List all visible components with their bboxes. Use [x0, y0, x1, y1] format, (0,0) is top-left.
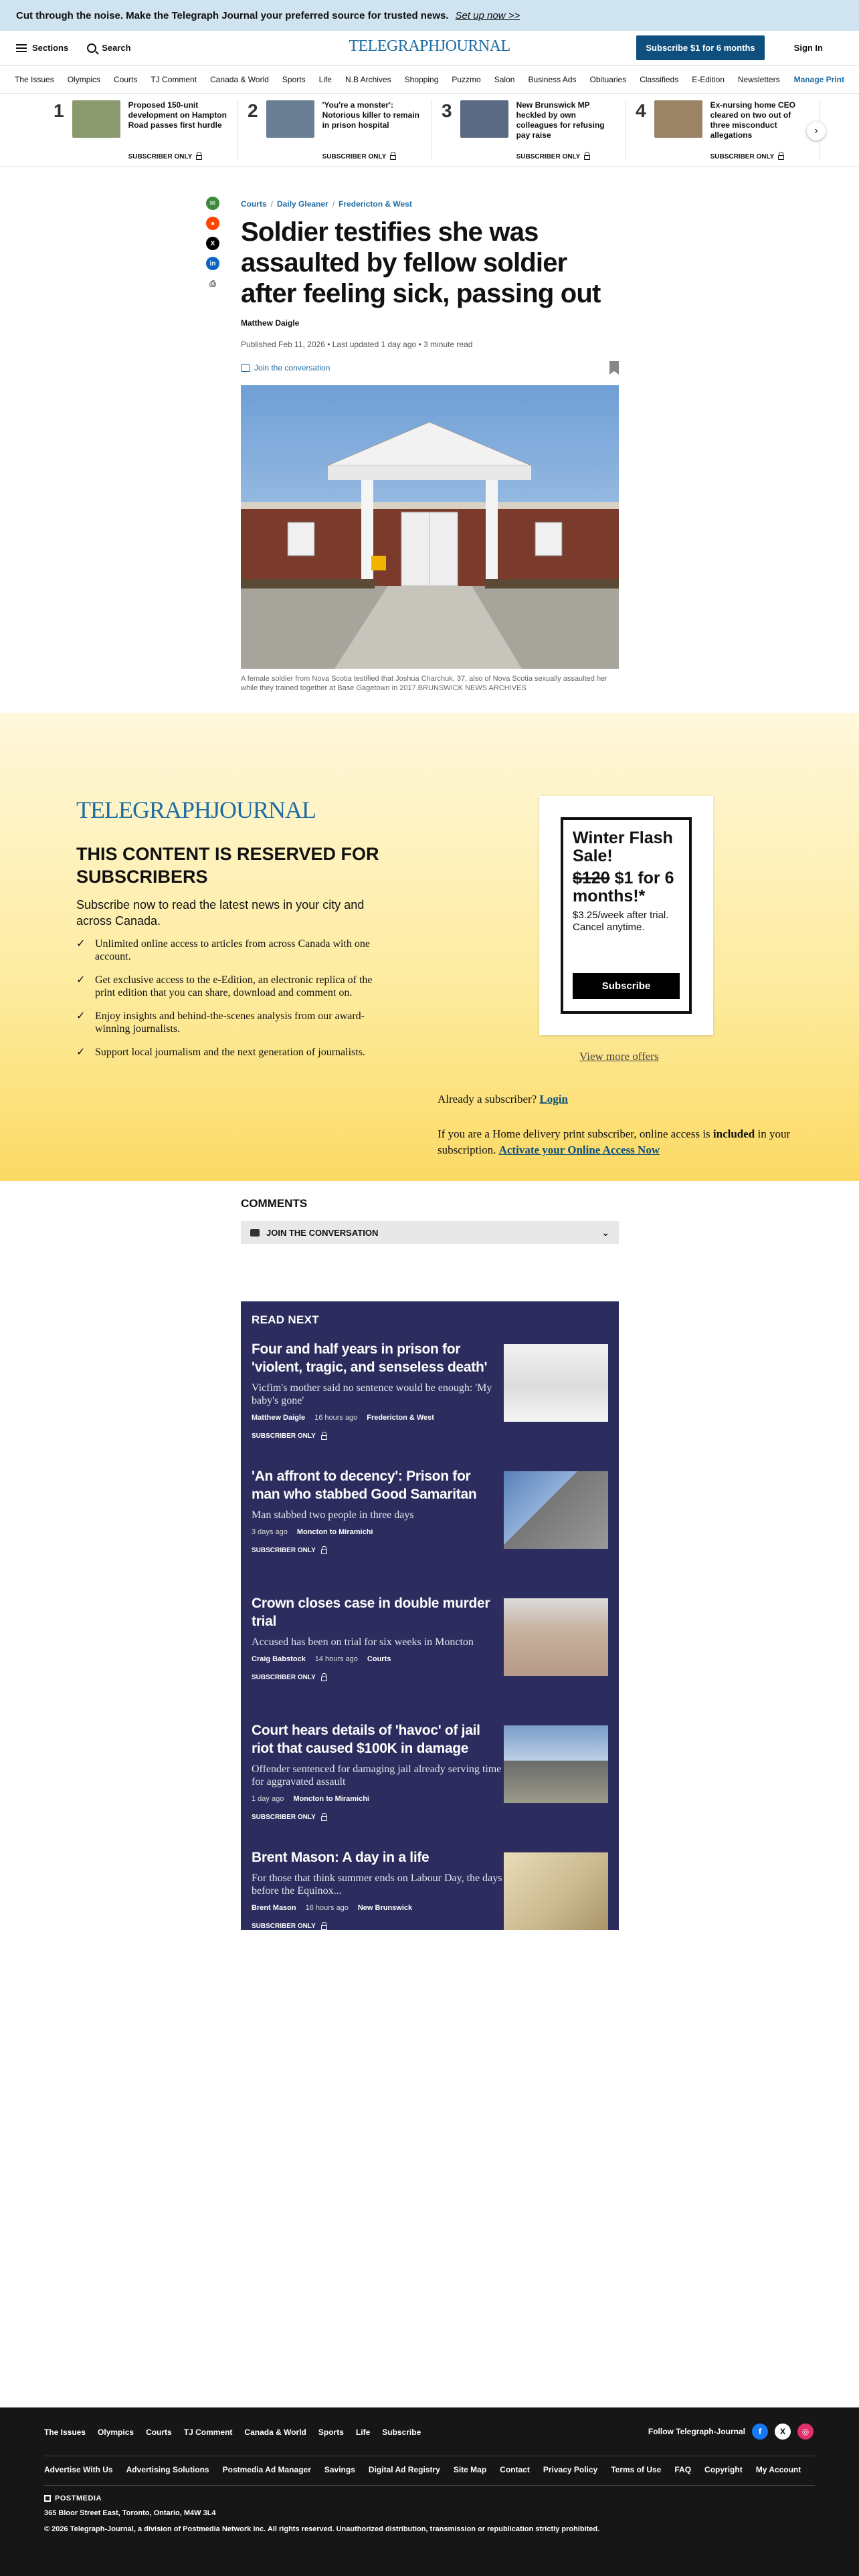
promo-setup-link[interactable]: Set up now >>	[455, 9, 520, 21]
read-next-headline[interactable]: Four and half years in prison for 'violent, tragic, and senseless death'	[252, 1341, 488, 1375]
benefit-list	[76, 938, 384, 1069]
read-next-thumbnail[interactable]	[504, 1344, 608, 1422]
benefit-item: ✓ Support local journalism and the next generation of journalists.	[76, 1046, 384, 1059]
search-button[interactable]	[87, 43, 130, 53]
read-next-text	[252, 1467, 502, 1581]
footer-link-life[interactable]: Life	[355, 2428, 371, 2437]
nav-item-canada-world[interactable]: Canada & World	[210, 74, 269, 84]
offer-price	[573, 869, 680, 905]
trending-next-button[interactable]	[807, 122, 826, 140]
subscriber-label: SUBSCRIBER ONLY	[322, 152, 387, 160]
site-logo[interactable]: TELEGRAPHJOURNAL	[349, 37, 510, 55]
lock-icon	[321, 1677, 327, 1681]
promo-banner	[0, 0, 859, 31]
trending-body	[128, 100, 228, 160]
read-next-time: 14 hours ago	[314, 1655, 358, 1663]
read-next-meta	[252, 1655, 502, 1663]
trending-bar	[0, 94, 859, 167]
read-next	[241, 1301, 619, 1930]
trending-title[interactable]: Proposed 150-unit development on Hampton Road passes first hurdle	[128, 100, 227, 130]
subscriber-badge	[252, 1547, 502, 1554]
lock-icon	[321, 1435, 327, 1440]
read-next-meta	[252, 1795, 502, 1803]
join-conversation-label: Join the conversation	[254, 363, 330, 372]
nav-item-e-edition[interactable]: E-Edition	[692, 74, 725, 84]
view-more-offers-link[interactable]: View more offers	[579, 1050, 659, 1063]
subscriber-badge	[516, 153, 616, 160]
subscriber-badge	[252, 1923, 502, 1930]
trending-title[interactable]: New Brunswick MP heckled by own colleagues for refusing pay raise	[516, 100, 605, 140]
offer-subscribe-button[interactable]: Subscribe	[573, 973, 680, 999]
read-next-text	[252, 1721, 502, 1835]
sign-in-link[interactable]: Sign In	[793, 43, 823, 53]
trending-item[interactable]	[432, 100, 626, 160]
lock-icon	[321, 1549, 327, 1554]
home-delivery-note	[438, 1126, 826, 1158]
read-next-thumbnail[interactable]	[504, 1598, 608, 1676]
crumb-courts[interactable]: Courts	[241, 199, 267, 209]
subscriber-label: SUBSCRIBER ONLY	[252, 1547, 316, 1554]
join-conversation-link[interactable]	[241, 363, 330, 372]
read-next-thumbnail[interactable]	[504, 1852, 608, 1930]
paywall-title: THIS CONTENT IS RESERVED FOR SUBSCRIBERS	[76, 844, 379, 887]
follow-label: Follow Telegraph-Journal	[648, 2427, 745, 2436]
footer-link-olympics[interactable]: Olympics	[98, 2428, 134, 2437]
trending-rank: 2	[248, 100, 258, 121]
offer-note: $3.25/week after trial. Cancel anytime.	[573, 909, 669, 933]
read-next-meta	[252, 1414, 502, 1422]
nav-item-obituaries[interactable]: Obituaries	[589, 74, 627, 84]
x-icon[interactable]: X	[775, 2424, 791, 2440]
postmedia-icon	[44, 2495, 51, 2502]
read-next-time: 3 days ago	[252, 1528, 288, 1536]
lock-icon	[321, 1816, 327, 1821]
print-icon[interactable]: ⎙	[206, 277, 219, 290]
main-nav	[0, 66, 859, 94]
footer-link-canada-world[interactable]: Canada & World	[244, 2428, 306, 2437]
postmedia-label: POSTMEDIA	[55, 2494, 102, 2502]
nav-item-life[interactable]: Life	[318, 74, 332, 84]
read-next-dek: Man stabbed two people in three days	[252, 1509, 414, 1521]
subscriber-badge	[322, 153, 422, 160]
share-toolbar	[206, 197, 219, 290]
subscriber-badge	[128, 153, 228, 160]
nav-item-business-ads[interactable]: Business Ads	[528, 74, 577, 84]
x-share-icon[interactable]: X	[206, 237, 219, 250]
subscriber-badge	[252, 1814, 502, 1821]
footer-link-subscribe[interactable]: Subscribe	[382, 2428, 421, 2437]
subscriber-label: SUBSCRIBER ONLY	[252, 1923, 316, 1930]
email-share-icon[interactable]: ✉	[206, 197, 219, 210]
footer-link-postmedia-ad-manager[interactable]: Postmedia Ad Manager	[222, 2465, 311, 2474]
read-next-section[interactable]: New Brunswick	[357, 1904, 413, 1912]
comment-icon	[241, 364, 250, 372]
breadcrumb: Courts / Daily Gleaner / Fredericton & West	[241, 199, 412, 209]
comments-title: COMMENTS	[241, 1197, 308, 1210]
read-next-author[interactable]: Brent Mason	[252, 1904, 296, 1912]
footer-link-digital-ad-registry[interactable]: Digital Ad Registry	[368, 2465, 440, 2474]
lock-icon	[390, 155, 396, 160]
search-label: Search	[102, 43, 131, 53]
trending-title[interactable]: Ex-nursing home CEO cleared on two out of three misconduct allegations	[710, 100, 795, 140]
read-next-headline[interactable]: 'An affront to decency': Prison for man who stabbed Good Samaritan	[252, 1469, 477, 1502]
facebook-icon[interactable]: f	[752, 2424, 768, 2440]
nav-item-shopping[interactable]: Shopping	[404, 74, 439, 84]
nav-item-puzzmo[interactable]: Puzzmo	[452, 74, 481, 84]
hero-image	[241, 385, 619, 669]
read-next-item[interactable]	[252, 1721, 608, 1835]
trending-thumbnail	[266, 100, 314, 138]
join-conversation-bar[interactable]	[241, 1221, 619, 1244]
site-footer	[0, 2407, 859, 2576]
hamburger-icon	[16, 44, 27, 52]
search-icon	[87, 43, 96, 53]
paywall-subtitle: Subscribe now to read the latest news in your city and across Canada.	[76, 898, 365, 928]
nav-item-the-issues[interactable]: The Issues	[15, 74, 54, 84]
footer-link-courts[interactable]: Courts	[146, 2428, 172, 2437]
lock-icon	[778, 155, 784, 160]
nav-manage-print[interactable]: Manage Print	[793, 74, 844, 84]
read-next-thumbnail[interactable]	[504, 1725, 608, 1803]
trending-title[interactable]: 'You're a monster': Notorious killer to remain in prison hospital	[322, 100, 419, 130]
read-next-time: 16 hours ago	[305, 1904, 349, 1912]
crumb-daily-gleaner[interactable]: Daily Gleaner	[277, 199, 328, 209]
read-next-headline[interactable]: Crown closes case in double murder trial	[252, 1596, 490, 1629]
offer-new-price: $1 for 6 months!*	[573, 869, 674, 905]
trending-rank: 4	[636, 100, 646, 121]
footer-link-site-map[interactable]: Site Map	[453, 2465, 487, 2474]
read-next-item[interactable]	[252, 1340, 608, 1454]
trending-item[interactable]	[44, 100, 238, 160]
nav-item-sports[interactable]: Sports	[282, 74, 306, 84]
reddit-share-icon[interactable]: ●	[206, 217, 219, 230]
read-next-dek: Accused has been on trial for six weeks in Moncton	[252, 1636, 474, 1648]
trending-rank: 1	[54, 100, 64, 121]
article-author[interactable]: Matthew Daigle	[241, 318, 300, 328]
login-link[interactable]: Login	[539, 1093, 568, 1105]
nav-item-newsletters[interactable]: Newsletters	[737, 74, 780, 84]
read-next-time: 1 day ago	[252, 1795, 284, 1803]
article-headline: Soldier testifies she was assaulted by fellow soldier after feeling sick, passing out	[241, 217, 601, 308]
read-next-title: READ NEXT	[252, 1313, 319, 1326]
lock-icon	[584, 155, 590, 160]
footer-link-sports[interactable]: Sports	[318, 2428, 344, 2437]
read-next-item[interactable]	[252, 1848, 608, 1962]
footer-link-my-account[interactable]: My Account	[755, 2465, 801, 2474]
read-next-section[interactable]: Moncton to Miramichi	[296, 1528, 373, 1536]
read-next-text	[252, 1848, 502, 1962]
subscriber-badge	[710, 153, 810, 160]
publish-info: Published Feb 11, 2026 • Last updated 1 day ago • 3 minute read	[241, 340, 473, 349]
subscriber-badge	[252, 1432, 502, 1440]
already-subscriber	[438, 1093, 568, 1106]
benefit-item: ✓ Get exclusive access to the e-Edition, an electronic replica of the print edition that you can share, download and comment on.	[76, 974, 384, 999]
read-next-author[interactable]: Craig Babstock	[252, 1655, 306, 1663]
activate-access-link[interactable]: Activate your Online Access Now	[498, 1144, 660, 1156]
footer-address: 365 Bloor Street East, Toronto, Ontario, M4W 3L4	[44, 2509, 216, 2517]
footer-link-advertising-solutions[interactable]: Advertising Solutions	[126, 2465, 209, 2474]
lock-icon	[321, 1925, 327, 1930]
trending-item[interactable]	[238, 100, 432, 160]
paywall-logo: TELEGRAPHJOURNAL	[76, 796, 316, 823]
read-next-text	[252, 1340, 502, 1454]
benefit-item: ✓ Unlimited online access to articles from across Canada with one account.	[76, 938, 384, 963]
footer-link-terms-of-use[interactable]: Terms of Use	[611, 2465, 662, 2474]
already-label: Already a subscriber?	[438, 1093, 537, 1105]
nav-item-salon[interactable]: Salon	[494, 74, 515, 84]
footer-link-tj-comment[interactable]: TJ Comment	[183, 2428, 233, 2437]
read-next-dek: Offender sentenced for damaging jail already serving time for aggravated assault	[252, 1763, 502, 1788]
read-next-section[interactable]: Courts	[367, 1655, 391, 1663]
join-conversation-text: JOIN THE CONVERSATION	[266, 1227, 379, 1238]
article	[241, 199, 619, 693]
benefit-item: ✓ Enjoy insights and behind-the-scenes analysis from our award-winning journalists.	[76, 1010, 384, 1035]
footer-copyright: © 2026 Telegraph-Journal, a division of Postmedia Network Inc. All rights reserved. Unauthorized distribution, transmission or republication strictly prohibited.	[44, 2525, 600, 2533]
trending-body	[322, 100, 422, 160]
subscriber-label: SUBSCRIBER ONLY	[252, 1674, 316, 1681]
footer-link-the-issues[interactable]: The Issues	[44, 2428, 86, 2437]
footer-link-privacy-policy[interactable]: Privacy Policy	[543, 2465, 598, 2474]
read-next-dek: Vicfim's mother said no sentence would be enough: 'My baby's gone'	[252, 1382, 492, 1406]
trending-rank: 3	[442, 100, 452, 121]
postmedia-logo[interactable]	[44, 2494, 102, 2502]
sections-button[interactable]	[16, 43, 68, 53]
comment-icon	[250, 1229, 260, 1237]
offer-title: Winter Flash Sale!	[573, 829, 673, 865]
lock-icon	[196, 155, 202, 160]
comments-section	[241, 1197, 619, 1244]
promo-text: Cut through the noise. Make the Telegraph Journal your preferred source for trusted news.	[16, 9, 449, 21]
nav-item-n-b-archives[interactable]: N.B Archives	[345, 74, 391, 84]
homedel-included: included	[712, 1128, 755, 1140]
read-next-headline[interactable]: Court hears details of 'havoc' of jail riot that caused $100K in damage	[252, 1723, 480, 1756]
bookmark-icon[interactable]	[609, 361, 619, 374]
paywall	[0, 713, 859, 1181]
nav-item-tj-comment[interactable]: TJ Comment	[151, 74, 197, 84]
read-next-item[interactable]	[252, 1594, 608, 1708]
trending-thumbnail	[654, 100, 702, 138]
trending-thumbnail	[72, 100, 120, 138]
read-next-meta	[252, 1904, 502, 1912]
footer-link-faq[interactable]: FAQ	[674, 2465, 692, 2474]
subscriber-label: SUBSCRIBER ONLY	[128, 152, 193, 160]
read-next-dek: For those that think summer ends on Labour Day, the days before the Equinox...	[252, 1872, 502, 1897]
read-next-text	[252, 1594, 502, 1708]
crumb-fredericton-west[interactable]: Fredericton & West	[339, 199, 412, 209]
trending-item[interactable]	[626, 100, 820, 160]
follow-section	[648, 2424, 814, 2440]
footer-link-advertise-with-us[interactable]: Advertise With Us	[44, 2465, 113, 2474]
instagram-icon[interactable]: ◎	[797, 2424, 814, 2440]
sections-label: Sections	[32, 43, 69, 53]
homedel-text-1: If you are a Home delivery print subscriber, online access is	[438, 1128, 713, 1140]
subscriber-badge	[252, 1674, 502, 1681]
footer-link-contact[interactable]: Contact	[500, 2465, 530, 2474]
subscriber-label: SUBSCRIBER ONLY	[252, 1432, 316, 1440]
footer-link-copyright[interactable]: Copyright	[704, 2465, 743, 2474]
footer-nav	[44, 2428, 421, 2437]
read-next-section[interactable]: Fredericton & West	[367, 1414, 434, 1422]
linkedin-share-icon[interactable]: in	[206, 257, 219, 270]
nav-item-classifieds[interactable]: Classifieds	[640, 74, 679, 84]
trending-body	[710, 100, 810, 160]
subscriber-label: SUBSCRIBER ONLY	[252, 1814, 316, 1821]
offer-old-price: $120	[573, 869, 610, 887]
read-next-author[interactable]: Matthew Daigle	[252, 1414, 306, 1422]
offer-card	[539, 796, 713, 1035]
chevron-right-icon: ›	[814, 125, 818, 136]
read-next-time: 16 hours ago	[314, 1414, 358, 1422]
subscriber-label: SUBSCRIBER ONLY	[516, 152, 581, 160]
footer-link-savings[interactable]: Savings	[324, 2465, 355, 2474]
image-caption: A female soldier from Nova Scotia testified that Joshua Charchuk, 37, also of Nova Scotia sexually assaulted her while they trained together at Base Gagetown in 2017.BRUNSWICK NEWS ARCHIVES	[241, 675, 607, 692]
read-next-headline[interactable]: Brent Mason: A day in a life	[252, 1850, 430, 1865]
chevron-down-icon: ⌄	[601, 1226, 609, 1238]
read-next-meta	[252, 1528, 502, 1536]
read-next-item[interactable]	[252, 1467, 608, 1581]
trending-thumbnail	[460, 100, 508, 138]
read-next-section[interactable]: Moncton to Miramichi	[293, 1795, 369, 1803]
footer-links	[44, 2465, 801, 2474]
subscriber-label: SUBSCRIBER ONLY	[710, 152, 775, 160]
trending-body	[516, 100, 616, 160]
homedel-text-2: in your subscription.	[438, 1128, 791, 1156]
nav-item-olympics[interactable]: Olympics	[67, 74, 101, 84]
subscribe-button[interactable]: Subscribe $1 for 6 months	[636, 35, 764, 60]
read-next-thumbnail[interactable]	[504, 1471, 608, 1549]
nav-item-courts[interactable]: Courts	[114, 74, 138, 84]
